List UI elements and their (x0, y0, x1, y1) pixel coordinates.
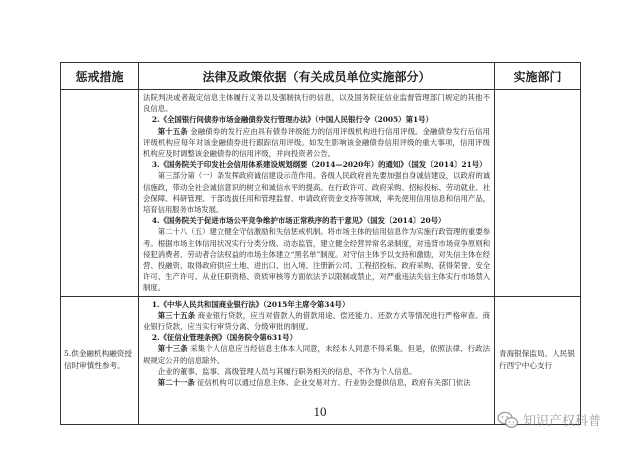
dept-cell: 青海银保监局、人民银行西宁中心支行 (495, 296, 581, 424)
article-label: 第三十五条 (157, 310, 196, 320)
page-number: 10 (313, 404, 327, 419)
law-title: 3.《国务院关于印发社会信用体系建设规划纲要（2014—2020年）的通知》（国发〔2014〕21号） (151, 160, 487, 170)
header-dept: 实施部门 (495, 63, 581, 90)
law-title: 1.《中华人民共和国商业银行法》（2015年主席令第34号） (151, 299, 350, 309)
watermark (497, 410, 601, 429)
table-header-row (61, 63, 581, 90)
header-measure: 惩戒措施 (61, 63, 139, 90)
article-paragraph (143, 343, 490, 365)
continuation-text: 法院判决或者裁定信息主体履行义务以及强制执行的信息，以及国务院征信业监督管理部门规定的其他不良信息。 (143, 93, 490, 114)
article-paragraph: 企业的董事、监事、高级管理人员与其履行职务相关的信息，不作为个人信息。 (157, 366, 417, 376)
article-paragraph (143, 126, 490, 160)
law-title: 2.《征信业管理条例》（国务院令第631号） (151, 333, 297, 343)
article-text: 商业银行贷款，应当对借款人的借款用途、偿还能力、还款方式等情况进行严格审查。商业银行贷款，应当实行审贷分离、分级审批的制度。 (143, 310, 490, 332)
table-row (61, 90, 581, 297)
law-cell (139, 90, 495, 297)
article-label: 第十三条 (157, 344, 188, 354)
article-paragraph (143, 310, 490, 332)
watermark-text: 知识产权科普 (523, 414, 602, 429)
measure-cell: 5.供金融机构融资授信时审慎性参考。 (61, 296, 139, 424)
article-paragraph: 第二十八（五）建立健全守信激励和失信惩戒机制。将市场主体的信用信息作为实施行政管理的重要参考。根据市场主体信用状况实行分类分级、动态监管，建立健全经营异常名录制度，对违背市场竞争原则和侵犯消费者、劳动者合法权益的市场主体建立“黑名单”制度。对守信主体予以支持和激励，对失信主体在经营、投融资、取得政府供应土地、进出口、出入境、注册新公司、工程招投标、政府采购、获得荣誉、安全许可、生产许可、从业任职资格、资质审核等方面依法予以限制或禁止，对严重违法失信主体实行市场禁入制度。 (143, 227, 490, 293)
article-label: 第二十一条 (157, 378, 195, 388)
article-paragraph (143, 377, 490, 388)
law-title: 2.《全国银行间债券市场金融债券发行管理办法》（中国人民银行令（2005）第1号） (151, 115, 433, 125)
article-text: 征信机构可以通过信息主体、企业交易对方、行业协会提供信息，政府有关部门依法 (197, 378, 471, 388)
article-paragraph: 第三部分第（一）条发挥政府诚信建设示范作用。各级人民政府首先要加强自身诚信建设，以政府的诚信施政，带动全社会诚信意识的树立和诚信水平的提高。在行政许可、政府采购、招标投标、劳动就业、社会保障、科研管理、干部选拔任用和管理监督、申请政府资金支持等领域，率先使用信用信息和信用产品，培育信用服务市场发展。 (143, 171, 490, 215)
wechat-icon (497, 411, 519, 429)
article-label: 第十五条 (157, 126, 188, 136)
sanction-table (60, 62, 581, 425)
measure-cell-empty (61, 90, 139, 297)
header-law: 法律及政策依据（有关成员单位实施部分） (139, 63, 495, 90)
dept-cell-empty (495, 90, 581, 297)
law-title: 4.《国务院关于促进市场公平竞争维护市场正常秩序的若干意见》（国发〔2014〕20号） (151, 216, 446, 226)
article-text: 金融债券的发行应由具有债券评级能力的信用评级机构进行信用评级。金融债券发行后信用评级机构应每年对该金融债券进行跟踪信用评级。如发生影响该金融债券信用评级的重大事项，信用评级机构应及时调整该金融债券的信用评级，并向投资者公告。 (143, 126, 490, 159)
article-text: 采集个人信息应当经信息主体本人同意，未经本人同意不得采集。但是，依照法律、行政法规规定公开的信息除外。 (143, 344, 490, 365)
